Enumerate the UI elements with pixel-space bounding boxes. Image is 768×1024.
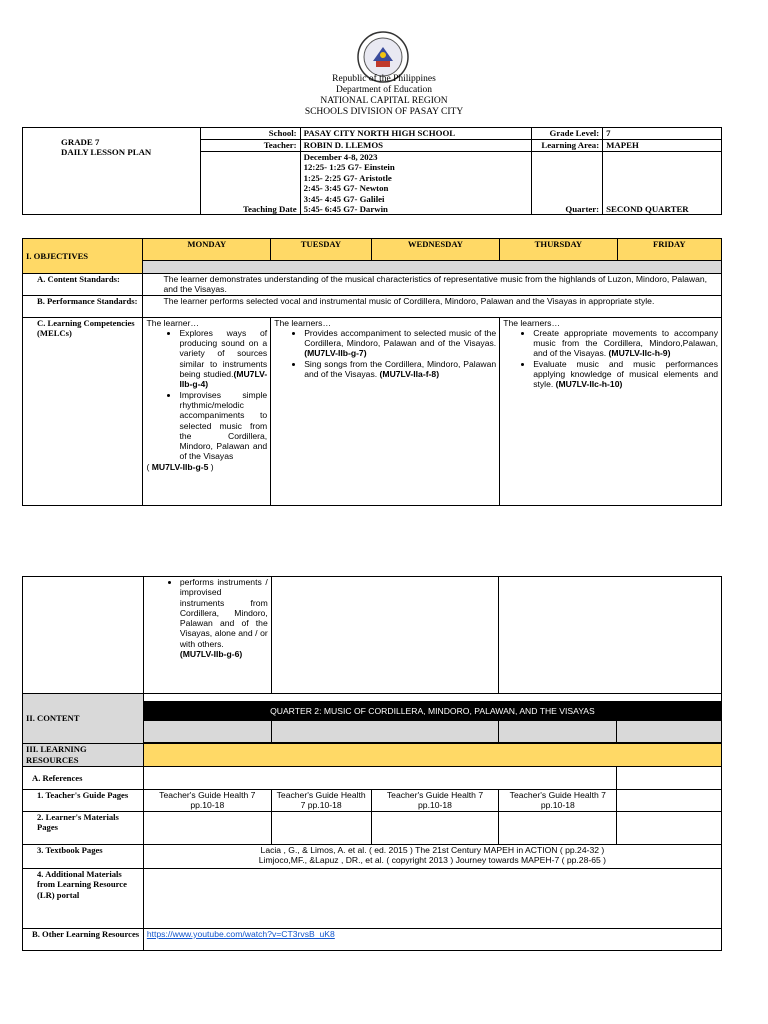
teaching-date-value: [300, 152, 532, 215]
tg-monday: Teacher's Guide Health 7 pp.10-18: [143, 790, 271, 812]
tuesday-competencies: [271, 317, 500, 505]
tg-thursday: Teacher's Guide Health 7 pp.10-18: [499, 790, 617, 812]
content-heading: II. CONTENT: [23, 694, 144, 744]
textbook-ref-1: Lacia , G., & Limos, A. et al. ( ed. 2015 ) The 21st Century MAPEH in ACTION ( pp.24-32 ): [260, 845, 605, 855]
teacher-label: Teacher:: [200, 140, 300, 152]
competency-code: (MU7LV-IIb-g-4): [179, 369, 268, 390]
objectives-heading: I. OBJECTIVES: [23, 239, 143, 274]
competency-text: Create appropriate movements to accompany music from the Cordillera, Mindoro,Palawan, and of the Visayas.: [533, 327, 718, 359]
grade-level-value: 7: [603, 128, 722, 140]
objectives-spacer: [143, 261, 722, 274]
schedule-line: 5:45- 6:45 G7- Darwin: [303, 204, 388, 215]
youtube-link[interactable]: https://www.youtube.com/watch?v=CT3rvsB_uK8: [146, 929, 335, 939]
content-spacer: [143, 694, 721, 702]
list-item: [180, 577, 268, 659]
tg-friday: [617, 790, 722, 812]
content-banner: QUARTER 2: MUSIC OF CORDILLERA, MINDORO, PALAWAN, AND THE VISAYAS: [143, 702, 721, 721]
competency-code: (MU7LV-IIa-f-8): [379, 369, 440, 380]
plan-title: [23, 128, 201, 215]
performance-standards-label: B. Performance Standards:: [23, 295, 143, 317]
learning-area-value: MAPEH: [603, 140, 722, 152]
continuation-label-cell: [23, 577, 144, 694]
paren-open: (: [146, 461, 152, 472]
header-division: SCHOOLS DIVISION OF PASAY CITY: [304, 107, 464, 117]
competency-text: Explores ways of producing sound on a variety of sources similar to instruments being studied.: [179, 327, 268, 380]
content-cell: [271, 721, 499, 743]
competency-code: (MU7LV-IIb-g-7): [304, 348, 367, 359]
textbook-ref-2: Limjoco,MF., &Lapuz , DR., et al. ( copyright 2013 ) Journey towards MAPEH-7 ( pp.28-65 ): [258, 855, 607, 866]
competency-text: Evaluate music and music performances applying knowledge of musical elements and style.: [533, 358, 718, 390]
resources-table: [22, 576, 722, 951]
textbook-label: 3. Textbook Pages: [23, 845, 144, 869]
references-label: A. References: [23, 767, 144, 790]
lm-cell: [617, 812, 722, 845]
day-friday: FRIDAY: [617, 239, 721, 261]
monday-continuation-list: [147, 577, 268, 659]
competency-text: Improvises simple rhythmic/melodic accompaniments to selected music from the Cordillera, Mindoro, Palawan and of the Visayas: [179, 389, 268, 462]
textbook-pages: [143, 845, 721, 869]
resources-heading: III. LEARNING RESOURCES: [23, 744, 144, 767]
competency-code: MU7LV-IIb-g-5: [151, 461, 209, 472]
list-item: [179, 390, 267, 462]
lm-cell: [371, 812, 499, 845]
teacher-value: ROBIN D. LLEMOS: [300, 140, 532, 152]
other-resources-cell: [143, 929, 721, 951]
tg-wednesday: Teacher's Guide Health 7 pp.10-18: [371, 790, 499, 812]
competencies-label: C. Learning Competencies (MELCs): [23, 317, 143, 505]
content-standards-label: A. Content Standards:: [23, 274, 143, 296]
list-item: [179, 328, 267, 390]
content-standards-text: The learner demonstrates understanding of the musical characteristics of representative music from the highlands of Luzon, Mindoro, Palawan, and the Visayas.: [143, 274, 722, 296]
school-label: School:: [200, 128, 300, 140]
school-value: PASAY CITY NORTH HIGH SCHOOL: [300, 128, 532, 140]
schedule-line: 3:45- 4:45 G7- Galilei: [303, 193, 385, 204]
competency-code: (MU7LV-IIc-h-10): [555, 379, 623, 390]
monday-code-line: [146, 462, 267, 472]
performance-standards-text: The learner performs selected vocal and instrumental music of Cordillera, Mindoro, Palawan and the Visayas in appropriate style.: [143, 295, 722, 317]
lm-cell: [271, 812, 371, 845]
schedule-line: 12:25- 1:25 G7- Einstein: [303, 162, 395, 173]
competency-text: Provides accompaniment to selected music of the Cordillera, Mindoro, Palawan and of the Visayas.: [304, 327, 497, 349]
thursday-continuation: [499, 577, 722, 694]
content-cell: [617, 721, 722, 743]
list-item: [533, 328, 718, 359]
day-wednesday: WEDNESDAY: [371, 239, 500, 261]
lm-cell: [499, 812, 617, 845]
grade-level-label: Grade Level:: [532, 128, 603, 140]
schedule-line: 1:25- 2:25 G7- Aristotle: [303, 172, 392, 183]
other-resources-label: B. Other Learning Resources: [23, 929, 144, 951]
monday-competencies: [143, 317, 271, 505]
content-cell: [499, 721, 617, 743]
tuesday-continuation: [271, 577, 499, 694]
teachers-guide-label: 1. Teacher's Guide Pages: [23, 790, 144, 812]
competency-code: (MU7LV-IIc-h-9): [608, 348, 671, 359]
monday-list: [146, 328, 267, 462]
list-item: [533, 359, 718, 390]
additional-materials-label: 4. Additional Materials from Learning Resource (LR) portal: [23, 869, 144, 929]
tg-tuesday: Teacher's Guide Health 7 pp.10-18: [271, 790, 371, 812]
tuesday-list: [274, 328, 496, 379]
tuesday-intro: The learners…: [274, 317, 332, 328]
lm-cell: [143, 812, 271, 845]
thursday-intro: The learners…: [503, 317, 561, 328]
quarter-value: SECOND QUARTER: [603, 152, 722, 215]
references-cell: [143, 767, 616, 790]
header-region: NATIONAL CAPITAL REGION: [320, 96, 448, 106]
paren-close: ): [208, 461, 214, 472]
objectives-table: [22, 238, 722, 506]
day-thursday: THURSDAY: [500, 239, 617, 261]
learning-area-label: Learning Area:: [532, 140, 603, 152]
references-friday-cell: [617, 767, 722, 790]
thursday-competencies: [500, 317, 722, 505]
header-department: Department of Education: [335, 85, 433, 95]
list-item: [304, 359, 496, 380]
content-cell: [143, 721, 271, 743]
teaching-date-label: Teaching Date: [200, 152, 300, 215]
competency-text: performs instruments / improvised instruments from Cordillera, Mindoro, Palawan and of the Visayas, alone and / or with others.: [179, 577, 268, 649]
plan-grade: GRADE 7: [61, 137, 100, 147]
day-monday: MONDAY: [143, 239, 271, 261]
competency-code: (MU7LV-IIb-g-6): [179, 649, 243, 660]
resources-bar: [143, 744, 721, 767]
list-item: [304, 328, 496, 359]
info-table: [22, 127, 722, 215]
header-republic: Republic of the Philippines: [332, 74, 436, 84]
thursday-list: [503, 328, 718, 390]
quarter-label: Quarter:: [532, 152, 603, 215]
schedule-line: 2:45- 3:45 G7- Newton: [303, 183, 389, 194]
monday-continuation: [143, 577, 271, 694]
monday-intro: The learner…: [146, 317, 199, 328]
additional-materials-cell: [143, 869, 721, 929]
learners-materials-label: 2. Learner's Materials Pages: [23, 812, 144, 845]
competency-text: Sing songs from the Cordillera, Mindoro, Palawan and of the Visayas.: [304, 358, 497, 380]
day-tuesday: TUESDAY: [271, 239, 371, 261]
plan-type: DAILY LESSON PLAN: [61, 147, 152, 158]
date-line: December 4-8, 2023: [303, 152, 378, 162]
